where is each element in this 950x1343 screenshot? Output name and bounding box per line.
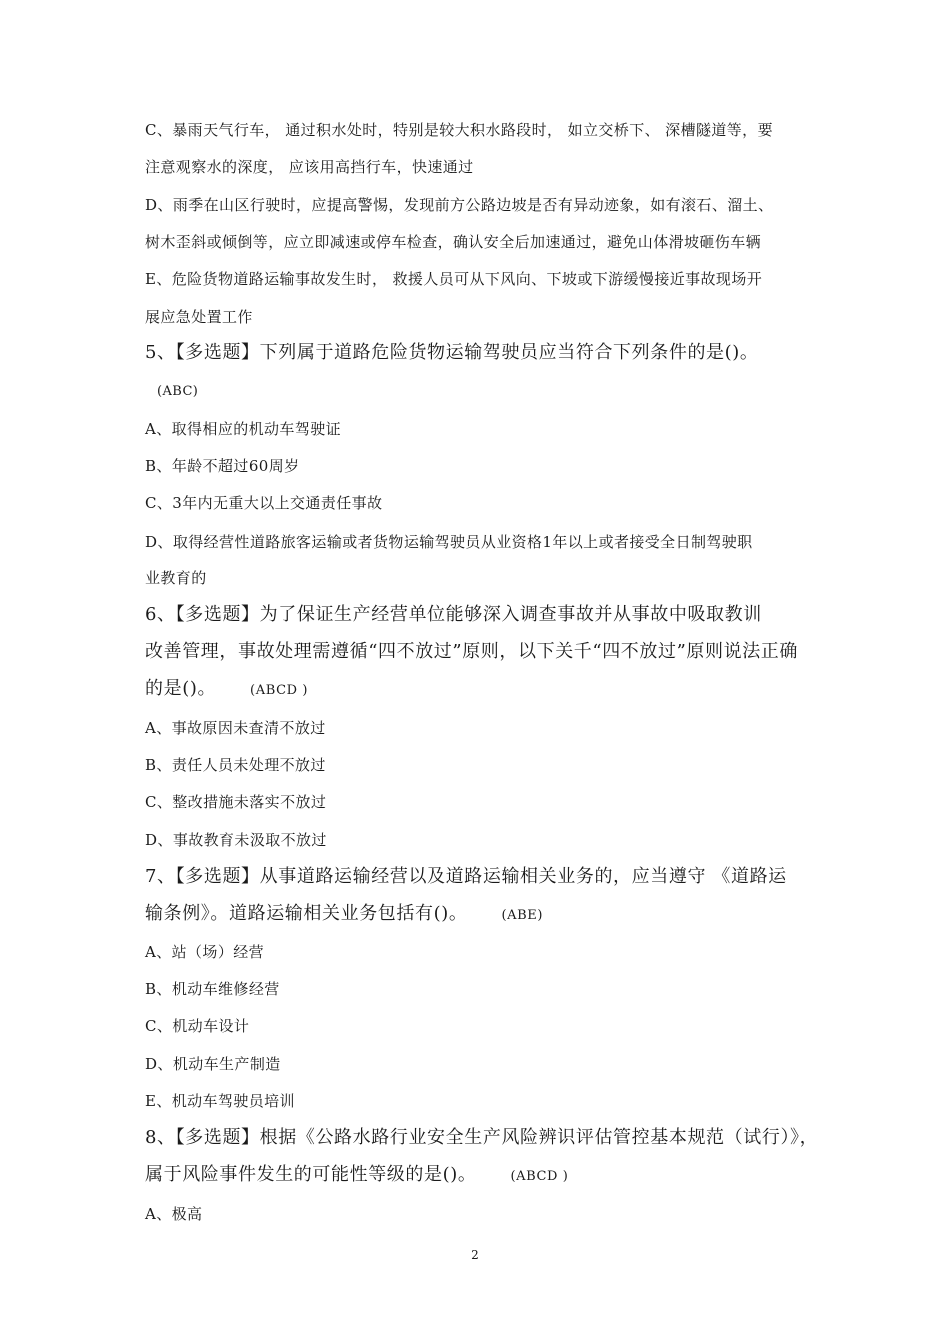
question-5-answer: (ABC) xyxy=(157,384,199,399)
question-6-stem-line1: 6、【多选题】为了保证生产经营单位能够深入调查事故并从事故中吸取教训 xyxy=(145,604,762,625)
question-6-stem-line2: 改善管理，事故处理需遵循“四不放过”原则，以下关千“四不放过”原则说法正确 xyxy=(145,641,799,662)
question-7-option-a: A、站（场）经营 xyxy=(145,943,265,961)
question-8-option-a: A、极高 xyxy=(145,1205,203,1223)
option-d-line2: 树木歪斜或倾倒等，应立即减速或停车检查，确认安全后加速通过，避免山体滑坡砸伤车辆 xyxy=(145,233,762,251)
option-e-line2: 展应急处置工作 xyxy=(145,308,253,326)
question-7-stem-line1: 7、【多选题】从事道路运输经营以及道路运输相关业务的，应当遵守 《道路运 xyxy=(145,866,787,887)
question-6-option-a: A、事故原因未查清不放过 xyxy=(145,719,326,737)
question-6-stem-line3 xyxy=(145,677,308,703)
question-5-stem: 5、【多选题】下列属于道路危险货物运输驾驶员应当符合下列条件的是()。 xyxy=(145,342,759,363)
page-number: 2 xyxy=(471,1248,479,1262)
question-6-option-c: C、整改措施未落实不放过 xyxy=(145,793,327,811)
option-c-line2: 注意观察水的深度， 应该用高挡行车，快速通过 xyxy=(145,158,474,176)
question-5-option-d-line1: D、取得经营性道路旅客运输或者货物运输驾驶员从业资格1年以上或者接受全日制驾驶职 xyxy=(145,533,753,551)
question-5-option-b: B、年龄不超过60周岁 xyxy=(145,457,300,475)
question-6-stem-line3-text: 的是()。 xyxy=(145,678,217,699)
question-7-stem-line2 xyxy=(145,902,543,928)
question-5-option-d-line2: 业教育的 xyxy=(145,569,207,587)
question-8-stem-line1: 8、【多选题】根据《公路水路行业安全生产风险辨识评估管控基本规范（试行）》， xyxy=(145,1127,819,1148)
question-6-answer: (ABCD ) xyxy=(250,683,309,698)
question-8-answer: (ABCD ) xyxy=(510,1169,569,1184)
option-d-line1: D、雨季在山区行驶时，应提高警惕，发现前方公路边坡是否有异动迹象，如有滚石、溜土、 xyxy=(145,196,774,214)
question-7-answer: (ABE) xyxy=(501,908,544,923)
question-7-option-e: E、机动车驾驶员培训 xyxy=(145,1092,295,1110)
question-7-option-b: B、机动车维修经营 xyxy=(145,980,280,998)
question-5-option-a: A、取得相应的机动车驾驶证 xyxy=(145,420,342,438)
question-7-option-c: C、机动车设计 xyxy=(145,1017,250,1035)
question-8-stem-line2 xyxy=(145,1163,568,1189)
question-6-option-d: D、事故教育未汲取不放过 xyxy=(145,831,327,849)
question-8-stem-line2-text: 属于风险事件发生的可能性等级的是()。 xyxy=(145,1164,477,1185)
question-7-stem-line2-text: 输条例》。道路运输相关业务包括有()。 xyxy=(145,903,468,924)
option-e-line1: E、危险货物道路运输事故发生时， 救援人员可从下风向、下坡或下游缓慢接近事故现场开 xyxy=(145,270,763,288)
question-6-option-b: B、责任人员未处理不放过 xyxy=(145,756,326,774)
question-5-option-c: C、3年内无重大以上交通责任事故 xyxy=(145,494,383,512)
option-c-line1: C、暴雨天气行车， 通过积水处时，特别是较大积水路段时， 如立交桥下、 深槽隧道等，要 xyxy=(145,121,773,139)
question-7-option-d: D、机动车生产制造 xyxy=(145,1055,281,1073)
